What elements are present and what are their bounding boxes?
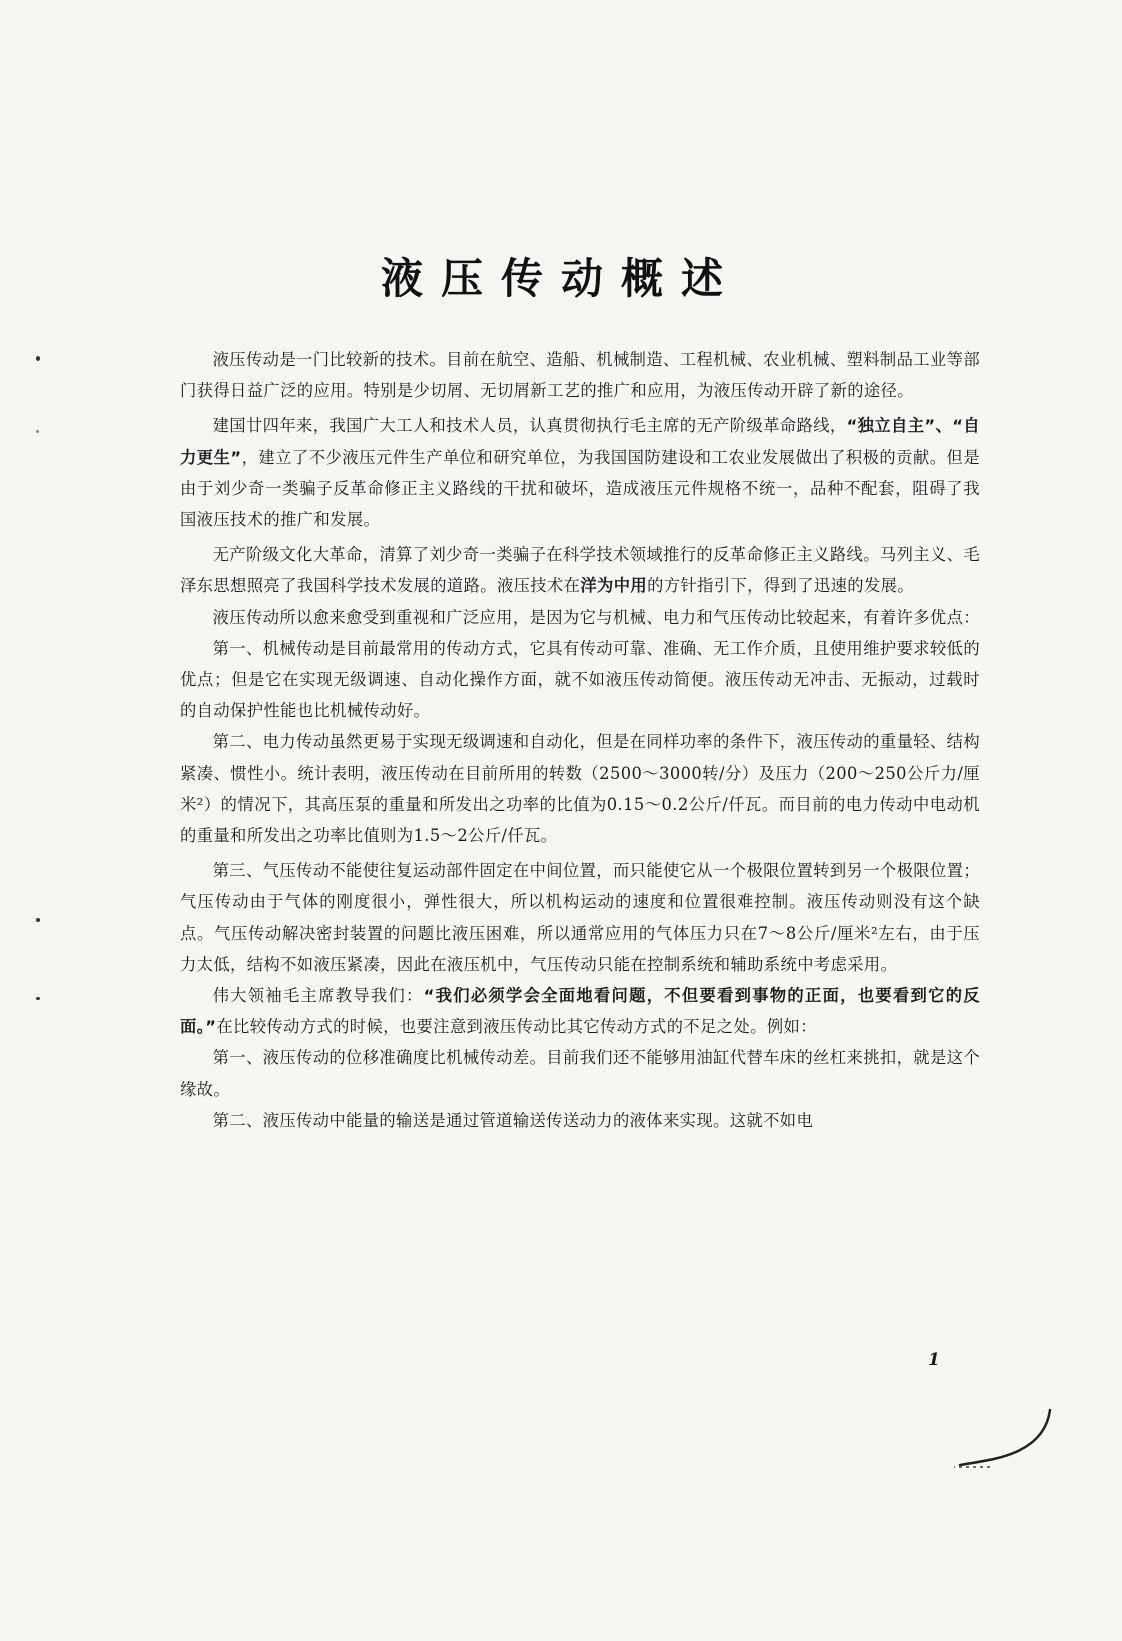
scan-pen-stroke — [950, 1405, 1060, 1475]
paragraph-8-quote: “我们必须学会全面地看问题，不但要看到事物的正面，也要看到它的反面。” — [180, 986, 980, 1037]
scan-speck — [36, 918, 40, 922]
scan-speck — [36, 997, 40, 1000]
scan-speck — [36, 356, 40, 361]
paragraph-9: 第一、液压传动的位移准确度比机械传动差。目前我们还不能够用油缸代替车床的丝杠来挑扣，就是这个缘故。 — [180, 1048, 980, 1099]
body-text — [180, 344, 980, 1136]
paragraph-3-text-c: 的方针指引下，得到了迅速的发展。 — [647, 576, 914, 596]
paragraph-2 — [180, 410, 980, 535]
paragraph-2-text-a: 建国廿四年来，我国广大工人和技术人员，认真贯彻执行毛主席的无产阶级革命路线， — [212, 416, 847, 436]
paragraph-8 — [180, 980, 980, 1042]
paragraph-1: 液压传动是一门比较新的技术。目前在航空、造船、机械制造、工程机械、农业机械、塑料制品工业等部门获得日益广泛的应用。特别是少切屑、无切屑新工艺的推广和应用，为液压传动开辟了新的途径。 — [180, 350, 980, 401]
paragraph-4: 液压传动所以愈来愈受到重视和广泛应用，是因为它与机械、电力和气压传动比较起来，有着许多优点： — [212, 607, 980, 627]
page-title: 液压传动概述 — [380, 254, 741, 303]
paragraph-5: 第一、机械传动是目前最常用的传动方式，它具有传动可靠、准确、无工作介质，且使用维护要求较低的优点；但是它在实现无级调速、自动化操作方面，就不如液压传动简便。液压传动无冲击、无振动，过载时的自动保护性能也比机械传动好。 — [180, 638, 980, 721]
page-number: 1 — [928, 1350, 940, 1370]
scan-speck — [36, 430, 39, 433]
paragraph-2-emphasis: “独立自主”、“自力更生” — [180, 416, 980, 467]
paragraph-7: 第三、气压传动不能使往复运动部件固定在中间位置，而只能使它从一个极限位置转到另一个极限位置；气压传动由于气体的刚度很小，弹性很大，所以机构运动的速度和位置很难控制。液压传动则没有这个缺点。气压传动解决密封装置的问题比液压困难，所以通常应用的气体压力只在7～8公斤/厘米²左右，由于压力太低，结构不如液压紧凑，因此在液压机中，气压传动只能在控制系统和辅助系统中考虑采用。 — [180, 861, 980, 974]
paragraph-8-text-a: 伟大领袖毛主席教导我们： — [212, 986, 424, 1006]
paragraph-2-text-c: ，建立了不少液压元件生产单位和研究单位，为我国国防建设和工农业发展做出了积极的贡献。但是由于刘少奇一类骗子反革命修正主义路线的干扰和破坏，造成液压元件规格不统一，品种不配套，阻碍了我国液压技术的推广和发展。 — [180, 447, 980, 530]
paragraph-8-text-c: 在比较传动方式的时候，也要注意到液压传动比其它传动方式的不足之处。例如： — [216, 1017, 817, 1037]
paragraph-3-text-a: 无产阶级文化大革命，清算了刘少奇一类骗子在科学技术领域推行的反革命修正主义路线。马列主义、毛泽东思想照亮了我国科学技术发展的道路。液压技术在 — [180, 545, 980, 596]
paragraph-10: 第二、液压传动中能量的输送是通过管道输送传送动力的液体来实现。这就不如电 — [212, 1110, 814, 1130]
paragraph-3-emphasis: 洋为中用 — [580, 576, 648, 596]
paragraph-6: 第二、电力传动虽然更易于实现无级调速和自动化，但是在同样功率的条件下，液压传动的重量轻、结构紧凑、惯性小。统计表明，液压传动在目前所用的转数（2500～3000转/分）及压力（200～250公斤力/厘米²）的情况下，其高压泵的重量和所发出之功率的比值为0.15～0.2公斤/仟瓦。而目前的电力传动中电动机的重量和所发出之功率比值则为1.5～2公斤/仟瓦。 — [180, 732, 980, 846]
paragraph-3 — [180, 539, 980, 601]
